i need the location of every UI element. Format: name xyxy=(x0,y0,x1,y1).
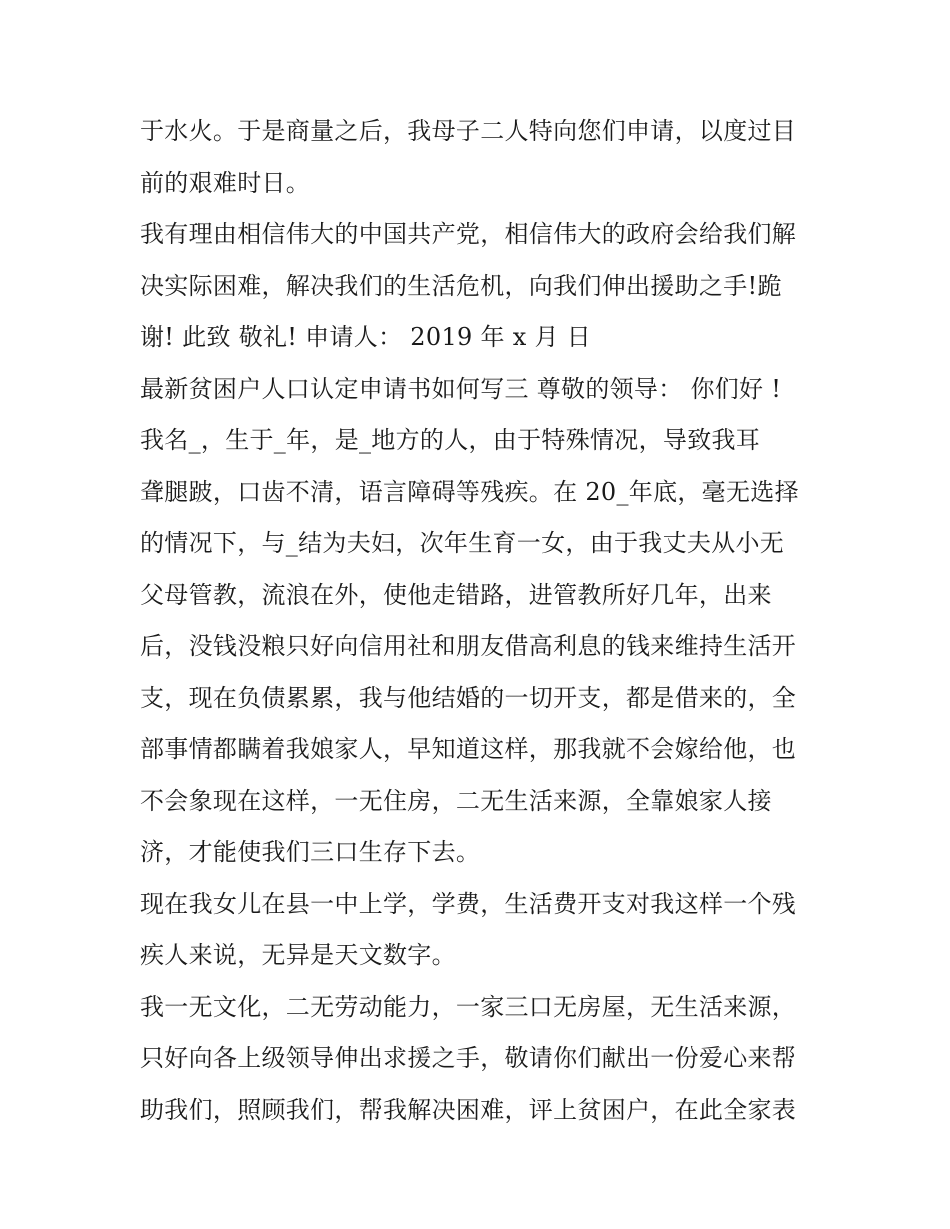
text-line: 我名_，生于_年，是_地方的人，由于特殊情况，导致我耳 xyxy=(140,426,761,454)
text-line: 我一无文化，二无劳动能力，一家三口无房屋，无生活来源， xyxy=(140,992,797,1021)
text-line: 助我们，照顾我们，帮我解决困难，评上贫困户，在此全家表 xyxy=(140,1095,797,1124)
text-line: 疾人来说，无异是天文数字。 xyxy=(140,941,456,969)
text-line: 后，没钱没粮只好向信用社和朋友借高利息的钱来维持生活开 xyxy=(140,632,797,660)
document-body xyxy=(140,106,820,1136)
text-line: 于水火。于是商量之后，我母子二人特向您们申请，以度过目 xyxy=(140,117,797,145)
text-line: 济，才能使我们三口生存下去。 xyxy=(140,838,481,866)
text-line: 支，现在负债累累，我与他结婚的一切开支，都是借来的，全 xyxy=(140,683,797,712)
text-line: 不会象现在这样，一无住房，二无生活来源，全靠娘家人接 xyxy=(140,786,772,815)
text-line: 父母管教，流浪在外，使他走错路，进管教所好几年，出来 xyxy=(140,580,772,609)
text-line: 现在我女儿在县一中上学，学费，生活费开支对我这样一个残 xyxy=(140,889,797,918)
text-line: 决实际困难，解决我们的生活危机，向我们伸出援助之手!跪 xyxy=(140,271,782,300)
text-line: 我有理由相信伟大的中国共产党，相信伟大的政府会给我们解 xyxy=(140,220,797,248)
text-line: 谢! 此致 敬礼! 申请人： 2019 年 x 月 日 xyxy=(140,323,592,351)
text-line: 聋腿跛，口齿不清，语言障碍等残疾。在 20_年底，毫无选择 xyxy=(140,477,799,506)
text-line: 部事情都瞒着我娘家人，早知道这样，那我就不会嫁给他，也 xyxy=(140,735,797,763)
text-line: 只好向各上级领导伸出求援之手，敬请你们献出一份爱心来帮 xyxy=(140,1044,797,1072)
text-line: 的情况下，与_结为夫妇，次年生育一女，由于我丈夫从小无 xyxy=(140,529,785,557)
text-line: 最新贫困户人口认定申请书如何写三 尊敬的领导： 你们好 ! xyxy=(140,374,782,403)
text-line: 前的艰难时日。 xyxy=(140,168,311,197)
